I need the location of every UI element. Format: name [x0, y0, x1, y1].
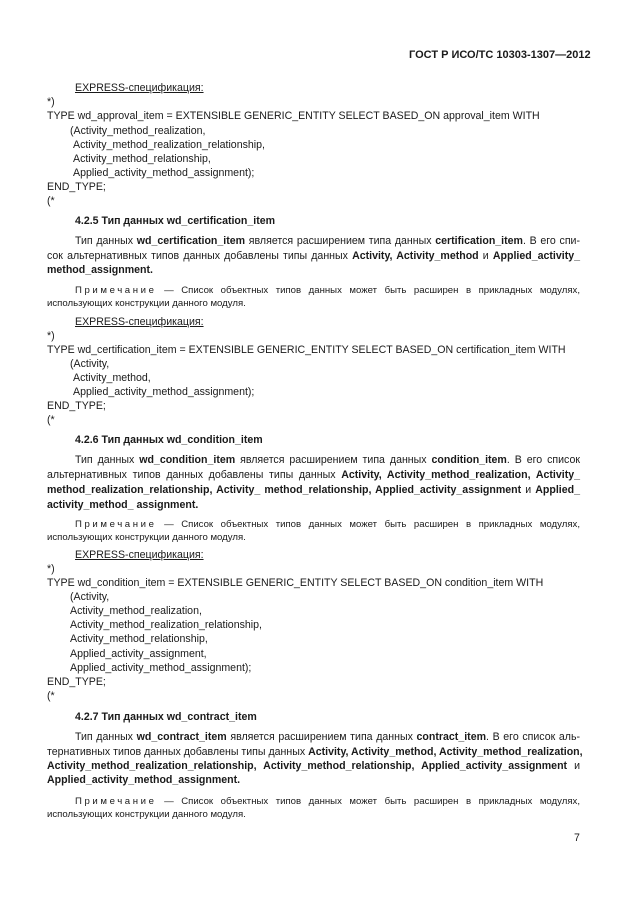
comment-open: *) [47, 330, 55, 342]
type-line-certification: TYPE wd_certification_item = EXTENSIBLE GENERIC_ENTITY SELECT BASED_ON certification_item WITH [47, 344, 566, 356]
express-label: EXPRESS-спецификация: [75, 82, 204, 94]
end-type: END_TYPE; [47, 676, 106, 688]
paragraph-line: Тип данных wd_certification_item является расширением типа данных certification_item. В его спи- [75, 235, 580, 247]
type-line-approval: TYPE wd_approval_item = EXTENSIBLE GENERIC_ENTITY SELECT BASED_ON approval_item WITH [47, 110, 540, 122]
note-line: использующих конструкции данного модуля. [47, 532, 246, 543]
paragraph-line: Тип данных wd_contract_item является расширением типа данных contract_item. В его список аль- [75, 731, 580, 743]
code-item: Applied_activity_method_assignment); [70, 662, 252, 674]
paragraph-line: сок альтернативных типов данных добавлены типы данных Activity, Activity_method и Applied_activity_ [47, 250, 581, 262]
paragraph-line: альтернативных типов данных добавлены типы данных Activity, Activity_method_realization, Activity_ [47, 469, 581, 481]
note-line: Примечание — Список объектных типов данных может быть расширен в прикладных модулях, [75, 796, 580, 807]
paragraph-line: Applied_activity_method_assignment. [47, 774, 241, 786]
code-item: (Activity_method_realization, [70, 125, 206, 137]
comment-open: *) [47, 96, 55, 108]
document-header: ГОСТ Р ИСО/ТС 10303-1307—2012 [409, 49, 591, 61]
comment-close: (* [47, 690, 55, 702]
paragraph-line: activity_method_ assignment. [47, 499, 199, 511]
paragraph-line: тернативных типов данных добавлены типы данных Activity, Activity_method, Activity_method_realization, [47, 746, 583, 758]
code-item: (Activity, [70, 358, 110, 370]
section-heading-426: 4.2.6 Тип данных wd_condition_item [75, 434, 263, 446]
paragraph-line: Тип данных wd_condition_item является расширением типа данных condition_item. В его список [75, 454, 580, 466]
express-label: EXPRESS-спецификация: [75, 316, 204, 328]
end-type: END_TYPE; [47, 181, 106, 193]
note-line: использующих конструкции данного модуля. [47, 298, 246, 309]
code-item: Applied_activity_method_assignment); [73, 167, 255, 179]
note-line: Примечание — Список объектных типов данных может быть расширен в прикладных модулях, [75, 519, 580, 530]
code-item: Activity_method_realization_relationship, [73, 139, 265, 151]
code-item: (Activity, [70, 591, 110, 603]
code-item: Activity_method_relationship, [70, 633, 208, 645]
note-line: использующих конструкции данного модуля. [47, 809, 246, 820]
paragraph-line: method_realization_relationship, Activity_ method_relationship, Applied_activity_assignment и Applied_ [47, 484, 580, 496]
note-line: Примечание — Список объектных типов данных может быть расширен в прикладных модулях, [75, 285, 580, 296]
paragraph-line: method_assignment. [47, 264, 153, 276]
express-label: EXPRESS-спецификация: [75, 549, 204, 561]
code-item: Activity_method, [73, 372, 151, 384]
end-type: END_TYPE; [47, 400, 106, 412]
code-item: Activity_method_realization_relationship, [70, 619, 262, 631]
page-number: 7 [574, 832, 580, 844]
comment-close: (* [47, 195, 55, 207]
comment-open: *) [47, 563, 55, 575]
code-item: Applied_activity_method_assignment); [73, 386, 255, 398]
code-item: Activity_method_relationship, [73, 153, 211, 165]
paragraph-line: Activity_method_realization_relationship, Activity_method_relationship, Applied_activity_assignment и [47, 760, 580, 772]
comment-close: (* [47, 414, 55, 426]
code-item: Activity_method_realization, [70, 605, 202, 617]
code-item: Applied_activity_assignment, [70, 648, 207, 660]
type-line-condition: TYPE wd_condition_item = EXTENSIBLE GENERIC_ENTITY SELECT BASED_ON condition_item WITH [47, 577, 544, 589]
section-heading-427: 4.2.7 Тип данных wd_contract_item [75, 711, 257, 723]
section-heading-425: 4.2.5 Тип данных wd_certification_item [75, 215, 276, 227]
